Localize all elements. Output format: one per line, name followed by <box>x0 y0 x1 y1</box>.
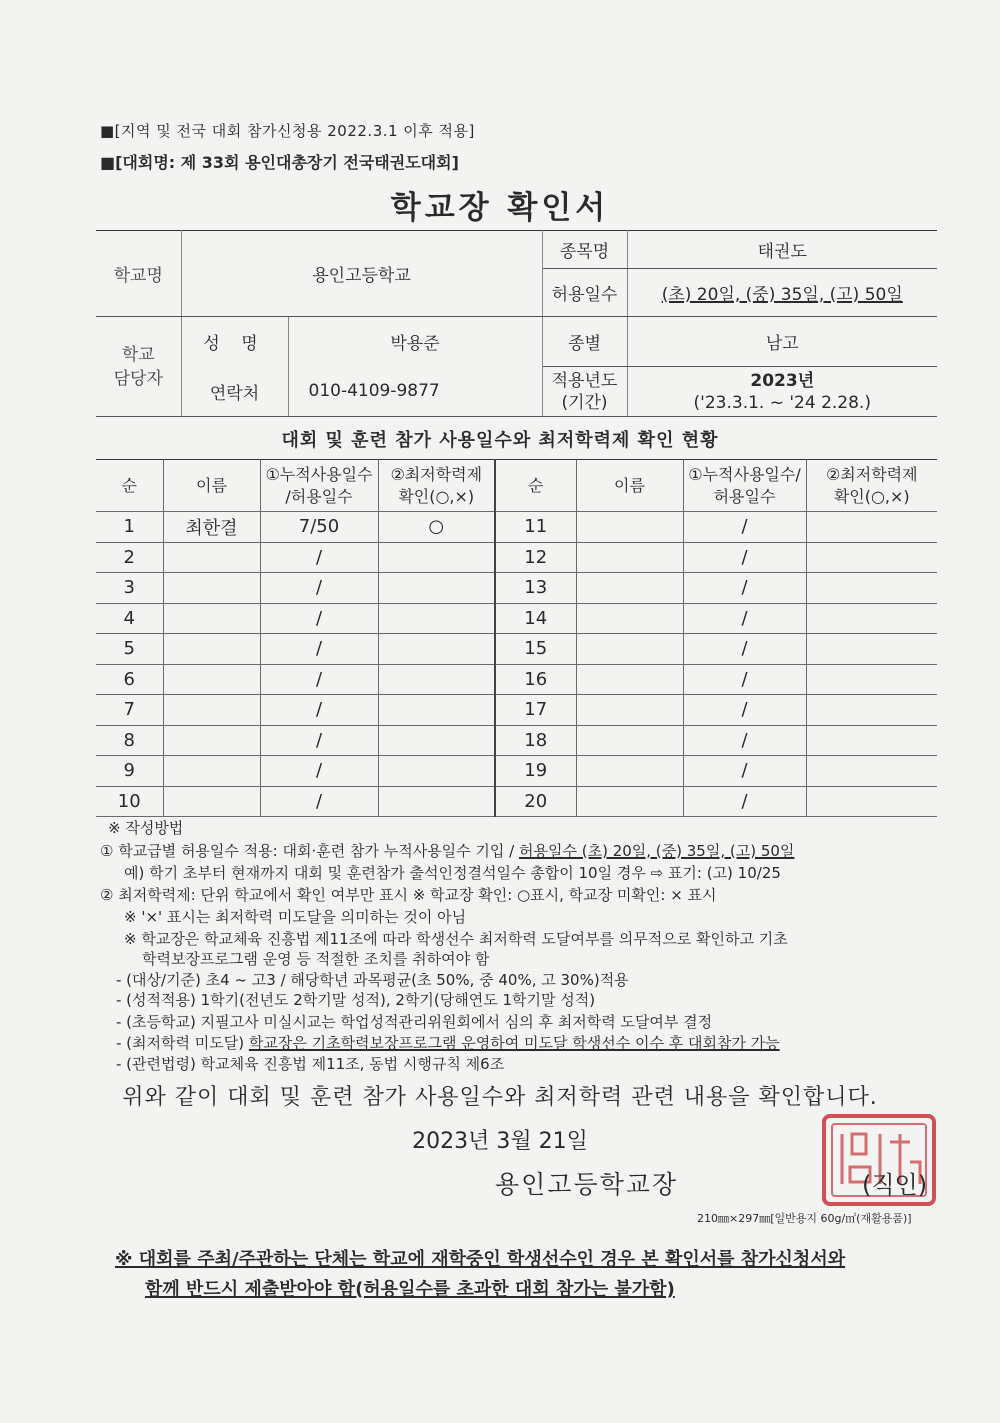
table-row <box>96 786 937 817</box>
days-label: 허용일수 <box>542 269 627 317</box>
row-name-right <box>576 603 683 634</box>
row-acad: ○ <box>378 512 495 543</box>
row-no-right: 12 <box>495 542 576 573</box>
header-acad-right-l1: ②최저학력제 <box>825 464 918 484</box>
row-name <box>163 725 260 756</box>
row-days-right: / <box>683 695 806 726</box>
note-8-emphasis: 학교장은 기초학력보장프로그램 운영하여 미도달 학생선수 이수 후 대회참가 가능 <box>248 1034 780 1052</box>
year-label-main: 적용년도 <box>551 370 618 391</box>
row-name-right <box>576 634 683 665</box>
row-days: / <box>260 756 378 787</box>
header-days-right <box>683 460 806 512</box>
row-name <box>163 695 260 726</box>
note-9: - (관련법령) 학교체육 진흥법 제11조, 동법 시행규칙 제6조 <box>116 1055 505 1073</box>
header-acad-right-l2: 확인(○,×) <box>833 486 910 506</box>
note-8-text: - (최저학력 미도달) <box>116 1034 249 1052</box>
row-name-right <box>576 542 683 573</box>
manager-label: 학교 담당자 <box>96 317 181 417</box>
gender-label: 종별 <box>542 317 627 367</box>
row-acad <box>378 725 495 756</box>
note-2: ② 최저학력제: 단위 학교에서 확인 여부만 표시 ※ 학교장 확인: ○표시, 학교장 미확인: × 표시 <box>100 886 717 904</box>
row-name-right <box>576 756 683 787</box>
row-name-right <box>576 573 683 604</box>
row-acad-right <box>806 664 937 695</box>
row-days: / <box>260 695 378 726</box>
row-days: 7/50 <box>260 512 378 543</box>
confirmation-statement: 위와 같이 대회 및 훈련 참가 사용일수와 최저학력 관련 내용을 확인합니다. <box>122 1085 878 1110</box>
row-no: 6 <box>96 664 163 695</box>
row-days: / <box>260 786 378 817</box>
header-acad-l1: ②최저학력제 <box>390 464 483 484</box>
row-days-right: / <box>683 664 806 695</box>
table-row <box>96 512 937 543</box>
year-value: 2023년 <box>750 370 815 391</box>
row-no: 1 <box>96 512 163 543</box>
row-no: 7 <box>96 695 163 726</box>
header-acad-l2: 확인(○,×) <box>398 486 475 506</box>
row-name <box>163 664 260 695</box>
submission-notice <box>115 1245 845 1305</box>
note-7: - (초등학교) 지필고사 미실시교는 학업성적관리위원회에서 심의 후 최저학력 도달여부 결정 <box>116 1013 713 1031</box>
row-acad <box>378 542 495 573</box>
row-no: 4 <box>96 603 163 634</box>
name-label: 성 명 <box>181 317 288 367</box>
note-1-text: ① 학교급별 허용일수 적용: 대회·훈련 참가 누적사용일수 기입 / <box>100 842 519 860</box>
note-4a: ※ 학교장은 학교체육 진흥법 제11조에 따라 학생선수 최저학력 도달여부를 의무적으로 확인하고 기초 <box>124 930 788 948</box>
document-title: 학교장 확인서 <box>390 190 610 226</box>
row-acad <box>378 634 495 665</box>
row-no-right: 14 <box>495 603 576 634</box>
row-name <box>163 786 260 817</box>
note-5: - (대상/기준) 초4 ~ 고3 / 해당학년 과목평균(초 50%, 중 40%, 고 30%)적용 <box>116 971 629 989</box>
school-info-table <box>96 230 937 417</box>
school-label: 학교명 <box>96 231 181 317</box>
row-name-right <box>576 725 683 756</box>
row-name <box>163 603 260 634</box>
paper-size-note: 210㎜×297㎜[일반용지 60g/㎡(재활용품)] <box>697 1212 912 1225</box>
row-name <box>163 573 260 604</box>
event-value: 태권도 <box>627 231 937 269</box>
row-no: 10 <box>96 786 163 817</box>
table-row <box>96 634 937 665</box>
row-days-right: / <box>683 756 806 787</box>
table-row <box>96 664 937 695</box>
table-row <box>96 603 937 634</box>
row-name <box>163 756 260 787</box>
note-6: - (성적적용) 1학기(전년도 2학기말 성적), 2학기(당해연도 1학기말 성적) <box>116 991 596 1009</box>
row-days: / <box>260 664 378 695</box>
row-name <box>163 542 260 573</box>
row-name-right <box>576 512 683 543</box>
header-days <box>260 460 378 512</box>
row-no: 8 <box>96 725 163 756</box>
row-days-right: / <box>683 573 806 604</box>
year-value-cell <box>627 367 937 417</box>
row-acad-right <box>806 756 937 787</box>
row-days: / <box>260 725 378 756</box>
year-label <box>542 367 627 417</box>
gender-value: 남고 <box>627 317 937 367</box>
table-row <box>96 695 937 726</box>
note-4b: 학력보장프로그램 운영 등 적절한 조치를 취하여야 함 <box>142 950 490 968</box>
table-header-row <box>96 460 937 512</box>
table-row <box>96 756 937 787</box>
row-days-right: / <box>683 512 806 543</box>
row-acad-right <box>806 512 937 543</box>
row-no-right: 19 <box>495 756 576 787</box>
section-title: 대회 및 훈련 참가 사용일수와 최저학력제 확인 현황 <box>281 430 719 451</box>
name-value: 박용준 <box>288 317 542 367</box>
row-acad <box>378 664 495 695</box>
row-name-right <box>576 695 683 726</box>
row-days: / <box>260 573 378 604</box>
row-acad <box>378 786 495 817</box>
row-no-right: 20 <box>495 786 576 817</box>
header-days-l1: ①누적사용일수 <box>265 464 373 484</box>
row-no-right: 13 <box>495 573 576 604</box>
note-8 <box>116 1033 780 1054</box>
row-days: / <box>260 634 378 665</box>
contact-value: 010-4109-9877 <box>288 367 542 417</box>
row-no-right: 18 <box>495 725 576 756</box>
row-acad-right <box>806 695 937 726</box>
header-no: 순 <box>96 460 163 512</box>
row-name-right <box>576 786 683 817</box>
header-days-l2: /허용일수 <box>285 486 353 506</box>
row-acad-right <box>806 786 937 817</box>
table-row <box>96 573 937 604</box>
principal-name: 용인고등학교장 <box>495 1170 679 1199</box>
row-acad <box>378 573 495 604</box>
row-no: 9 <box>96 756 163 787</box>
row-days-right: / <box>683 725 806 756</box>
event-label: 종목명 <box>542 231 627 269</box>
period-value: ('23.3.1. ~ '24 2.28.) <box>693 392 871 413</box>
usage-note: ■[지역 및 전국 대회 참가신청용 2022.3.1 이후 적용] <box>100 122 475 140</box>
year-label-sub: (기간) <box>561 392 608 413</box>
header-name-right: 이름 <box>576 460 683 512</box>
note-1-emphasis: 허용일수 (초) 20일, (중) 35일, (고) 50일 <box>519 842 795 860</box>
school-value: 용인고등학교 <box>181 231 542 317</box>
row-no: 2 <box>96 542 163 573</box>
note-1-example: 예) 학기 초부터 현재까지 대회 및 훈련참가 출석인정결석일수 총합이 10일 경우 ⇨ 표기: (고) 10/25 <box>124 864 781 882</box>
row-no-right: 11 <box>495 512 576 543</box>
row-name: 최한결 <box>163 512 260 543</box>
row-acad <box>378 756 495 787</box>
row-name <box>163 634 260 665</box>
row-acad-right <box>806 725 937 756</box>
row-acad-right <box>806 542 937 573</box>
table-row <box>96 542 937 573</box>
header-acad-right <box>806 460 937 512</box>
row-no-right: 15 <box>495 634 576 665</box>
row-days: / <box>260 542 378 573</box>
row-no: 3 <box>96 573 163 604</box>
row-no: 5 <box>96 634 163 665</box>
footer-line-1: ※ 대회를 주최/주관하는 단체는 학교에 재학중인 학생선수인 경우 본 확인서를 참가신청서와 <box>115 1249 846 1270</box>
row-days-right: / <box>683 603 806 634</box>
header-days-right-l1: ①누적사용일수/ <box>688 464 801 484</box>
footer-line-2: 함께 반드시 제출받아야 함(허용일수를 초과한 대회 참가는 불가함) <box>145 1279 675 1300</box>
seal-label: (직인) <box>862 1171 928 1199</box>
competition-name: ■[대회명: 제 33회 용인대총장기 전국태권도대회] <box>100 153 459 172</box>
row-acad-right <box>806 634 937 665</box>
header-days-right-l2: 허용일수 <box>713 486 776 506</box>
row-acad <box>378 603 495 634</box>
days-value: (초) 20일, (중) 35일, (고) 50일 <box>661 285 903 305</box>
notes-heading: ※ 작성방법 <box>108 819 184 837</box>
row-name-right <box>576 664 683 695</box>
note-1 <box>100 841 794 862</box>
issue-date: 2023년 3월 21일 <box>412 1129 588 1154</box>
row-days: / <box>260 603 378 634</box>
row-acad-right <box>806 603 937 634</box>
note-3: ※ '×' 표시는 최저학력 미도달을 의미하는 것이 아님 <box>124 908 467 926</box>
row-acad-right <box>806 573 937 604</box>
header-name: 이름 <box>163 460 260 512</box>
table-row <box>96 725 937 756</box>
contact-label: 연락처 <box>181 367 288 417</box>
header-acad <box>378 460 495 512</box>
row-acad <box>378 695 495 726</box>
row-days-right: / <box>683 542 806 573</box>
row-days-right: / <box>683 634 806 665</box>
header-no-right: 순 <box>495 460 576 512</box>
row-no-right: 16 <box>495 664 576 695</box>
participation-table <box>96 459 937 817</box>
row-days-right: / <box>683 786 806 817</box>
row-no-right: 17 <box>495 695 576 726</box>
